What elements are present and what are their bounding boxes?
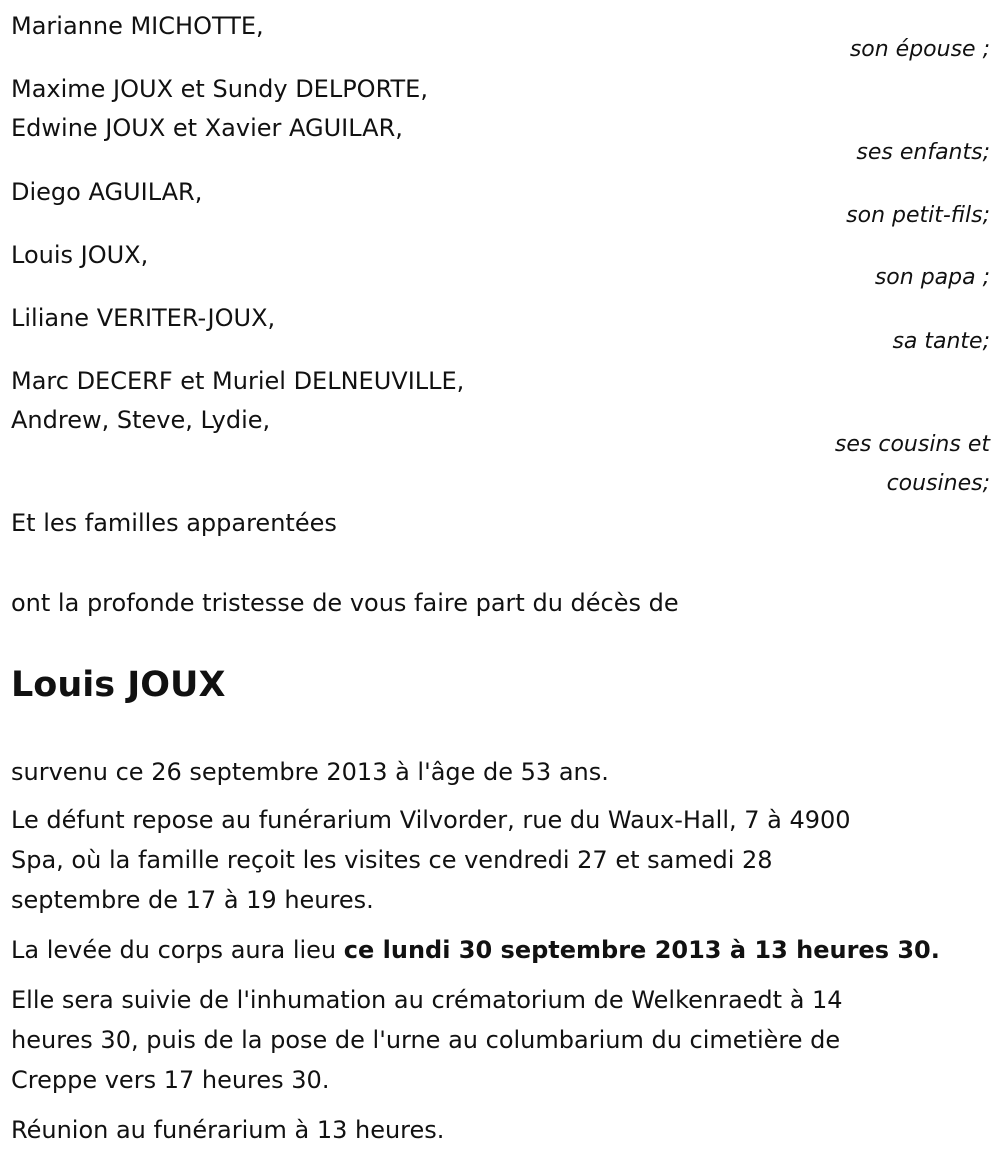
rest-line: Le défunt repose au funérarium Vilvorder, rue du Waux-Hall, 7 à 4900 [11, 806, 851, 834]
rest-line: Spa, où la famille reçoit les visites ce vendredi 27 et samedi 28 [11, 846, 773, 874]
family-name-line: Diego AGUILAR, [11, 178, 203, 206]
family-name-line: Maxime JOUX et Sundy DELPORTE, [11, 75, 428, 103]
inhumation-line: Elle sera suivie de l'inhumation au crématorium de Welkenraedt à 14 [11, 986, 843, 1014]
family-name-line: Marianne MICHOTTE, [11, 12, 264, 40]
relation-label: ses cousins et [834, 432, 990, 457]
relation-label: sa tante; [892, 329, 990, 354]
relation-label: ses enfants; [856, 140, 990, 165]
announcement-line: ont la profonde tristesse de vous faire part du décès de [11, 589, 679, 617]
reunion-paragraph [11, 1110, 986, 1150]
relation-label: cousines; [886, 471, 990, 496]
relation-label: son petit-fils; [846, 203, 990, 228]
rest-paragraph [11, 800, 986, 920]
inhumation-paragraph [11, 980, 986, 1100]
families-line: Et les familles apparentées [11, 509, 337, 537]
date-text: survenu ce 26 septembre 2013 à l'âge de 53 ans. [11, 758, 609, 786]
deceased-name: Louis JOUX [11, 665, 226, 705]
inhumation-line: Creppe vers 17 heures 30. [11, 1066, 330, 1094]
date-paragraph [11, 752, 986, 792]
reunion-text: Réunion au funérarium à 13 heures. [11, 1116, 445, 1144]
levee-paragraph [11, 930, 986, 970]
relation-label: son papa ; [874, 265, 990, 290]
inhumation-line: heures 30, puis de la pose de l'urne au columbarium du cimetière de [11, 1026, 841, 1054]
family-name-line: Andrew, Steve, Lydie, [11, 406, 271, 434]
family-name-line: Marc DECERF et Muriel DELNEUVILLE, [11, 367, 465, 395]
family-name-line: Edwine JOUX et Xavier AGUILAR, [11, 114, 403, 142]
family-name-line: Liliane VERITER-JOUX, [11, 304, 276, 332]
levee-prefix: La levée du corps aura lieu [11, 936, 344, 964]
family-name-line: Louis JOUX, [11, 241, 149, 269]
levee-date: ce lundi 30 septembre 2013 à 13 heures 30. [343, 936, 940, 964]
relation-label: son épouse ; [849, 37, 990, 62]
rest-line: septembre de 17 à 19 heures. [11, 886, 374, 914]
